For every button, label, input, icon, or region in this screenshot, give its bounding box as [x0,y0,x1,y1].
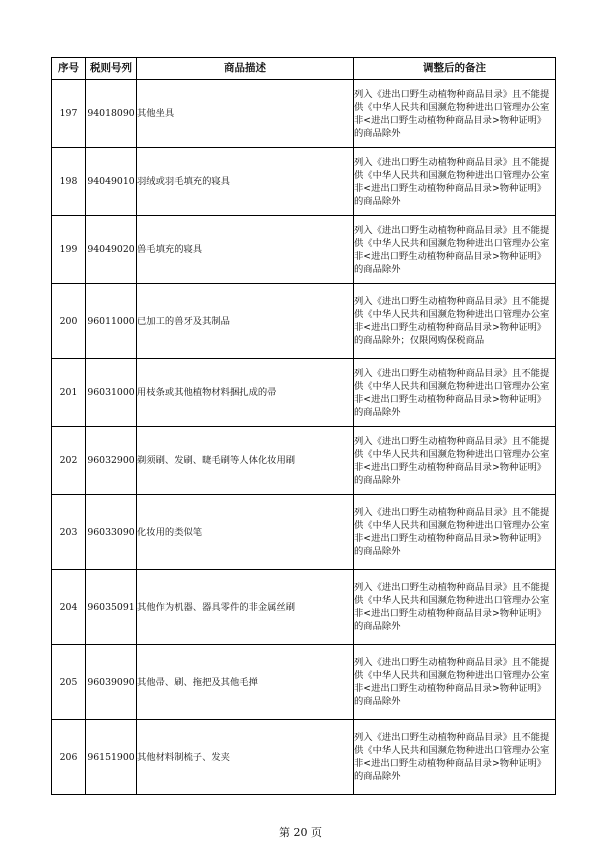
page-number: 第 20 页 [279,826,322,839]
cell-seq: 203 [52,495,86,570]
header-code: 税则号列 [86,58,137,80]
cell-desc: 化妆用的类似笔 [137,495,354,570]
cell-desc: 其他作为机器、器具零件的非金属丝刷 [137,570,354,645]
cell-code: 96035091 [86,570,137,645]
table-row [52,720,556,795]
header-desc: 商品描述 [137,58,354,80]
cell-code: 96033090 [86,495,137,570]
cell-desc: 已加工的兽牙及其制品 [137,284,354,359]
cell-note: 列入《进出口野生动植物种商品目录》且不能提供《中华人民共和国濒危物种进出口管理办公室非<进出口野生动植物种商品目录>物种证明》的商品除外 [354,720,556,795]
header-seq: 序号 [52,58,86,80]
cell-code: 94049020 [86,216,137,284]
table-row [52,80,556,148]
cell-note: 列入《进出口野生动植物种商品目录》且不能提供《中华人民共和国濒危物种进出口管理办公室非<进出口野生动植物种商品目录>物种证明》的商品除外 [354,80,556,148]
cell-desc: 其他帚、刷、拖把及其他毛掸 [137,645,354,720]
cell-note: 列入《进出口野生动植物种商品目录》且不能提供《中华人民共和国濒危物种进出口管理办公室非<进出口野生动植物种商品目录>物种证明》的商品除外；仅限网购保税商品 [354,284,556,359]
cell-seq: 206 [52,720,86,795]
table-row [52,148,556,216]
table-header-row [52,58,556,80]
cell-code: 94018090 [86,80,137,148]
cell-note: 列入《进出口野生动植物种商品目录》且不能提供《中华人民共和国濒危物种进出口管理办公室非<进出口野生动植物种商品目录>物种证明》的商品除外 [354,216,556,284]
cell-code: 96039090 [86,645,137,720]
cell-desc: 剃须刷、发刷、睫毛刷等人体化妆用刷 [137,427,354,495]
cell-seq: 201 [52,359,86,427]
header-note: 调整后的备注 [354,58,556,80]
cell-seq: 199 [52,216,86,284]
cell-seq: 197 [52,80,86,148]
cell-desc: 其他材料制梳子、发夹 [137,720,354,795]
cell-note: 列入《进出口野生动植物种商品目录》且不能提供《中华人民共和国濒危物种进出口管理办公室非<进出口野生动植物种商品目录>物种证明》的商品除外 [354,570,556,645]
goods-table [51,57,556,795]
table-row [52,427,556,495]
cell-code: 96011000 [86,284,137,359]
table-row [52,216,556,284]
cell-seq: 202 [52,427,86,495]
table-row [52,570,556,645]
cell-desc: 羽绒或羽毛填充的寝具 [137,148,354,216]
cell-desc: 其他坐具 [137,80,354,148]
cell-desc: 兽毛填充的寝具 [137,216,354,284]
cell-seq: 198 [52,148,86,216]
cell-code: 94049010 [86,148,137,216]
cell-desc: 用枝条或其他植物材料捆扎成的帚 [137,359,354,427]
table-row [52,645,556,720]
table-row [52,284,556,359]
cell-seq: 205 [52,645,86,720]
cell-note: 列入《进出口野生动植物种商品目录》且不能提供《中华人民共和国濒危物种进出口管理办公室非<进出口野生动植物种商品目录>物种证明》的商品除外 [354,645,556,720]
cell-code: 96031000 [86,359,137,427]
cell-note: 列入《进出口野生动植物种商品目录》且不能提供《中华人民共和国濒危物种进出口管理办公室非<进出口野生动植物种商品目录>物种证明》的商品除外 [354,359,556,427]
table-row [52,495,556,570]
cell-note: 列入《进出口野生动植物种商品目录》且不能提供《中华人民共和国濒危物种进出口管理办公室非<进出口野生动植物种商品目录>物种证明》的商品除外 [354,495,556,570]
cell-note: 列入《进出口野生动植物种商品目录》且不能提供《中华人民共和国濒危物种进出口管理办公室非<进出口野生动植物种商品目录>物种证明》的商品除外 [354,148,556,216]
cell-seq: 204 [52,570,86,645]
cell-seq: 200 [52,284,86,359]
table-row [52,359,556,427]
cell-code: 96151900 [86,720,137,795]
cell-code: 96032900 [86,427,137,495]
cell-note: 列入《进出口野生动植物种商品目录》且不能提供《中华人民共和国濒危物种进出口管理办公室非<进出口野生动植物种商品目录>物种证明》的商品除外 [354,427,556,495]
